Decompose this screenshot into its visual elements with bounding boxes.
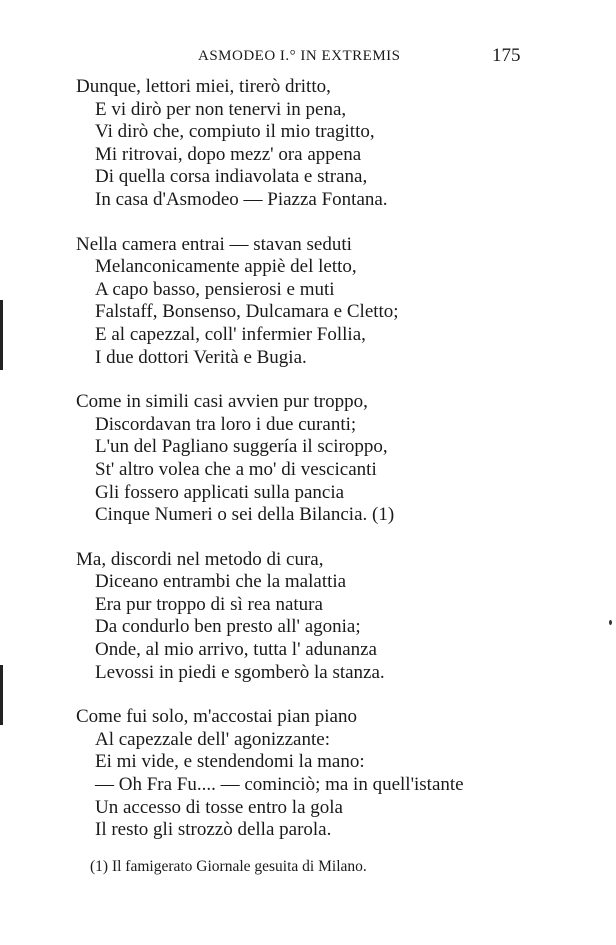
page-header bbox=[0, 45, 616, 72]
verse-line: St' altro volea che a mo' di vescicanti bbox=[95, 458, 377, 480]
verse-line: Da condurlo ben presto all' agonia; bbox=[95, 616, 361, 638]
verse-line: Ma, discordi nel metodo di cura, bbox=[76, 548, 324, 570]
ink-speck bbox=[609, 620, 612, 625]
stanza-2 bbox=[76, 234, 596, 370]
poem-body bbox=[76, 76, 596, 842]
verse-line: Il resto gli strozzò della parola. bbox=[95, 819, 332, 841]
verse-line: Gli fossero applicati sulla pancia bbox=[95, 481, 345, 503]
verse-line: Cinque Numeri o sei della Bilancia. (1) bbox=[95, 504, 395, 526]
page-number: 175 bbox=[492, 45, 521, 66]
stanza-4 bbox=[76, 549, 596, 685]
verse-line: Onde, al mio arrivo, tutta l' adunanza bbox=[95, 639, 377, 661]
verse-line: Mi ritrovai, dopo mezz' ora appena bbox=[95, 143, 362, 165]
verse-line: Melanconicamente appiè del letto, bbox=[95, 256, 357, 278]
verse-line: Al capezzale dell' agonizzante: bbox=[95, 728, 330, 750]
verse-line: I due dottori Verità e Bugia. bbox=[95, 346, 307, 368]
verse-line: Come fui solo, m'accostai pian piano bbox=[76, 706, 357, 728]
verse-line: A capo basso, pensierosi e muti bbox=[95, 278, 335, 300]
verse-line: Levossi in piedi e sgomberò la stanza. bbox=[95, 661, 385, 683]
verse-line: Nella camera entrai — stavan seduti bbox=[76, 233, 352, 255]
verse-line: Ei mi vide, e stendendomi la mano: bbox=[95, 751, 365, 773]
verse-line: Di quella corsa indiavolata e strana, bbox=[95, 166, 368, 188]
verse-line: — Oh Fra Fu.... — cominciò; ma in quell'istante bbox=[95, 774, 464, 796]
footnote: (1) Il famigerato Giornale gesuita di Milano. bbox=[90, 858, 367, 875]
verse-line: E vi dirò per non tenervi in pena, bbox=[95, 98, 347, 120]
stanza-3 bbox=[76, 391, 596, 527]
verse-line: Un accesso di tosse entro la gola bbox=[95, 796, 343, 818]
scan-edge-mark bbox=[0, 300, 3, 370]
stanza-5 bbox=[76, 706, 596, 842]
verse-line: Dunque, lettori miei, tirerò dritto, bbox=[76, 76, 331, 97]
stanza-1 bbox=[76, 76, 596, 212]
verse-line: Come in simili casi avvien pur troppo, bbox=[76, 391, 368, 413]
scan-edge-mark bbox=[0, 665, 3, 725]
verse-line: Era pur troppo di sì rea natura bbox=[95, 593, 323, 615]
verse-line: E al capezzal, coll' infermier Follia, bbox=[95, 323, 366, 345]
verse-line: Falstaff, Bonsenso, Dulcamara e Cletto; bbox=[95, 301, 399, 323]
verse-line: Discordavan tra loro i due curanti; bbox=[95, 413, 357, 435]
verse-line: L'un del Pagliano suggería il sciroppo, bbox=[95, 436, 388, 458]
running-title: ASMODEO I.° IN EXTREMIS bbox=[198, 48, 401, 64]
verse-line: Diceano entrambi che la malattia bbox=[95, 571, 347, 593]
verse-line: Vi dirò che, compiuto il mio tragitto, bbox=[95, 121, 375, 143]
verse-line: In casa d'Asmodeo — Piazza Fontana. bbox=[95, 188, 388, 210]
